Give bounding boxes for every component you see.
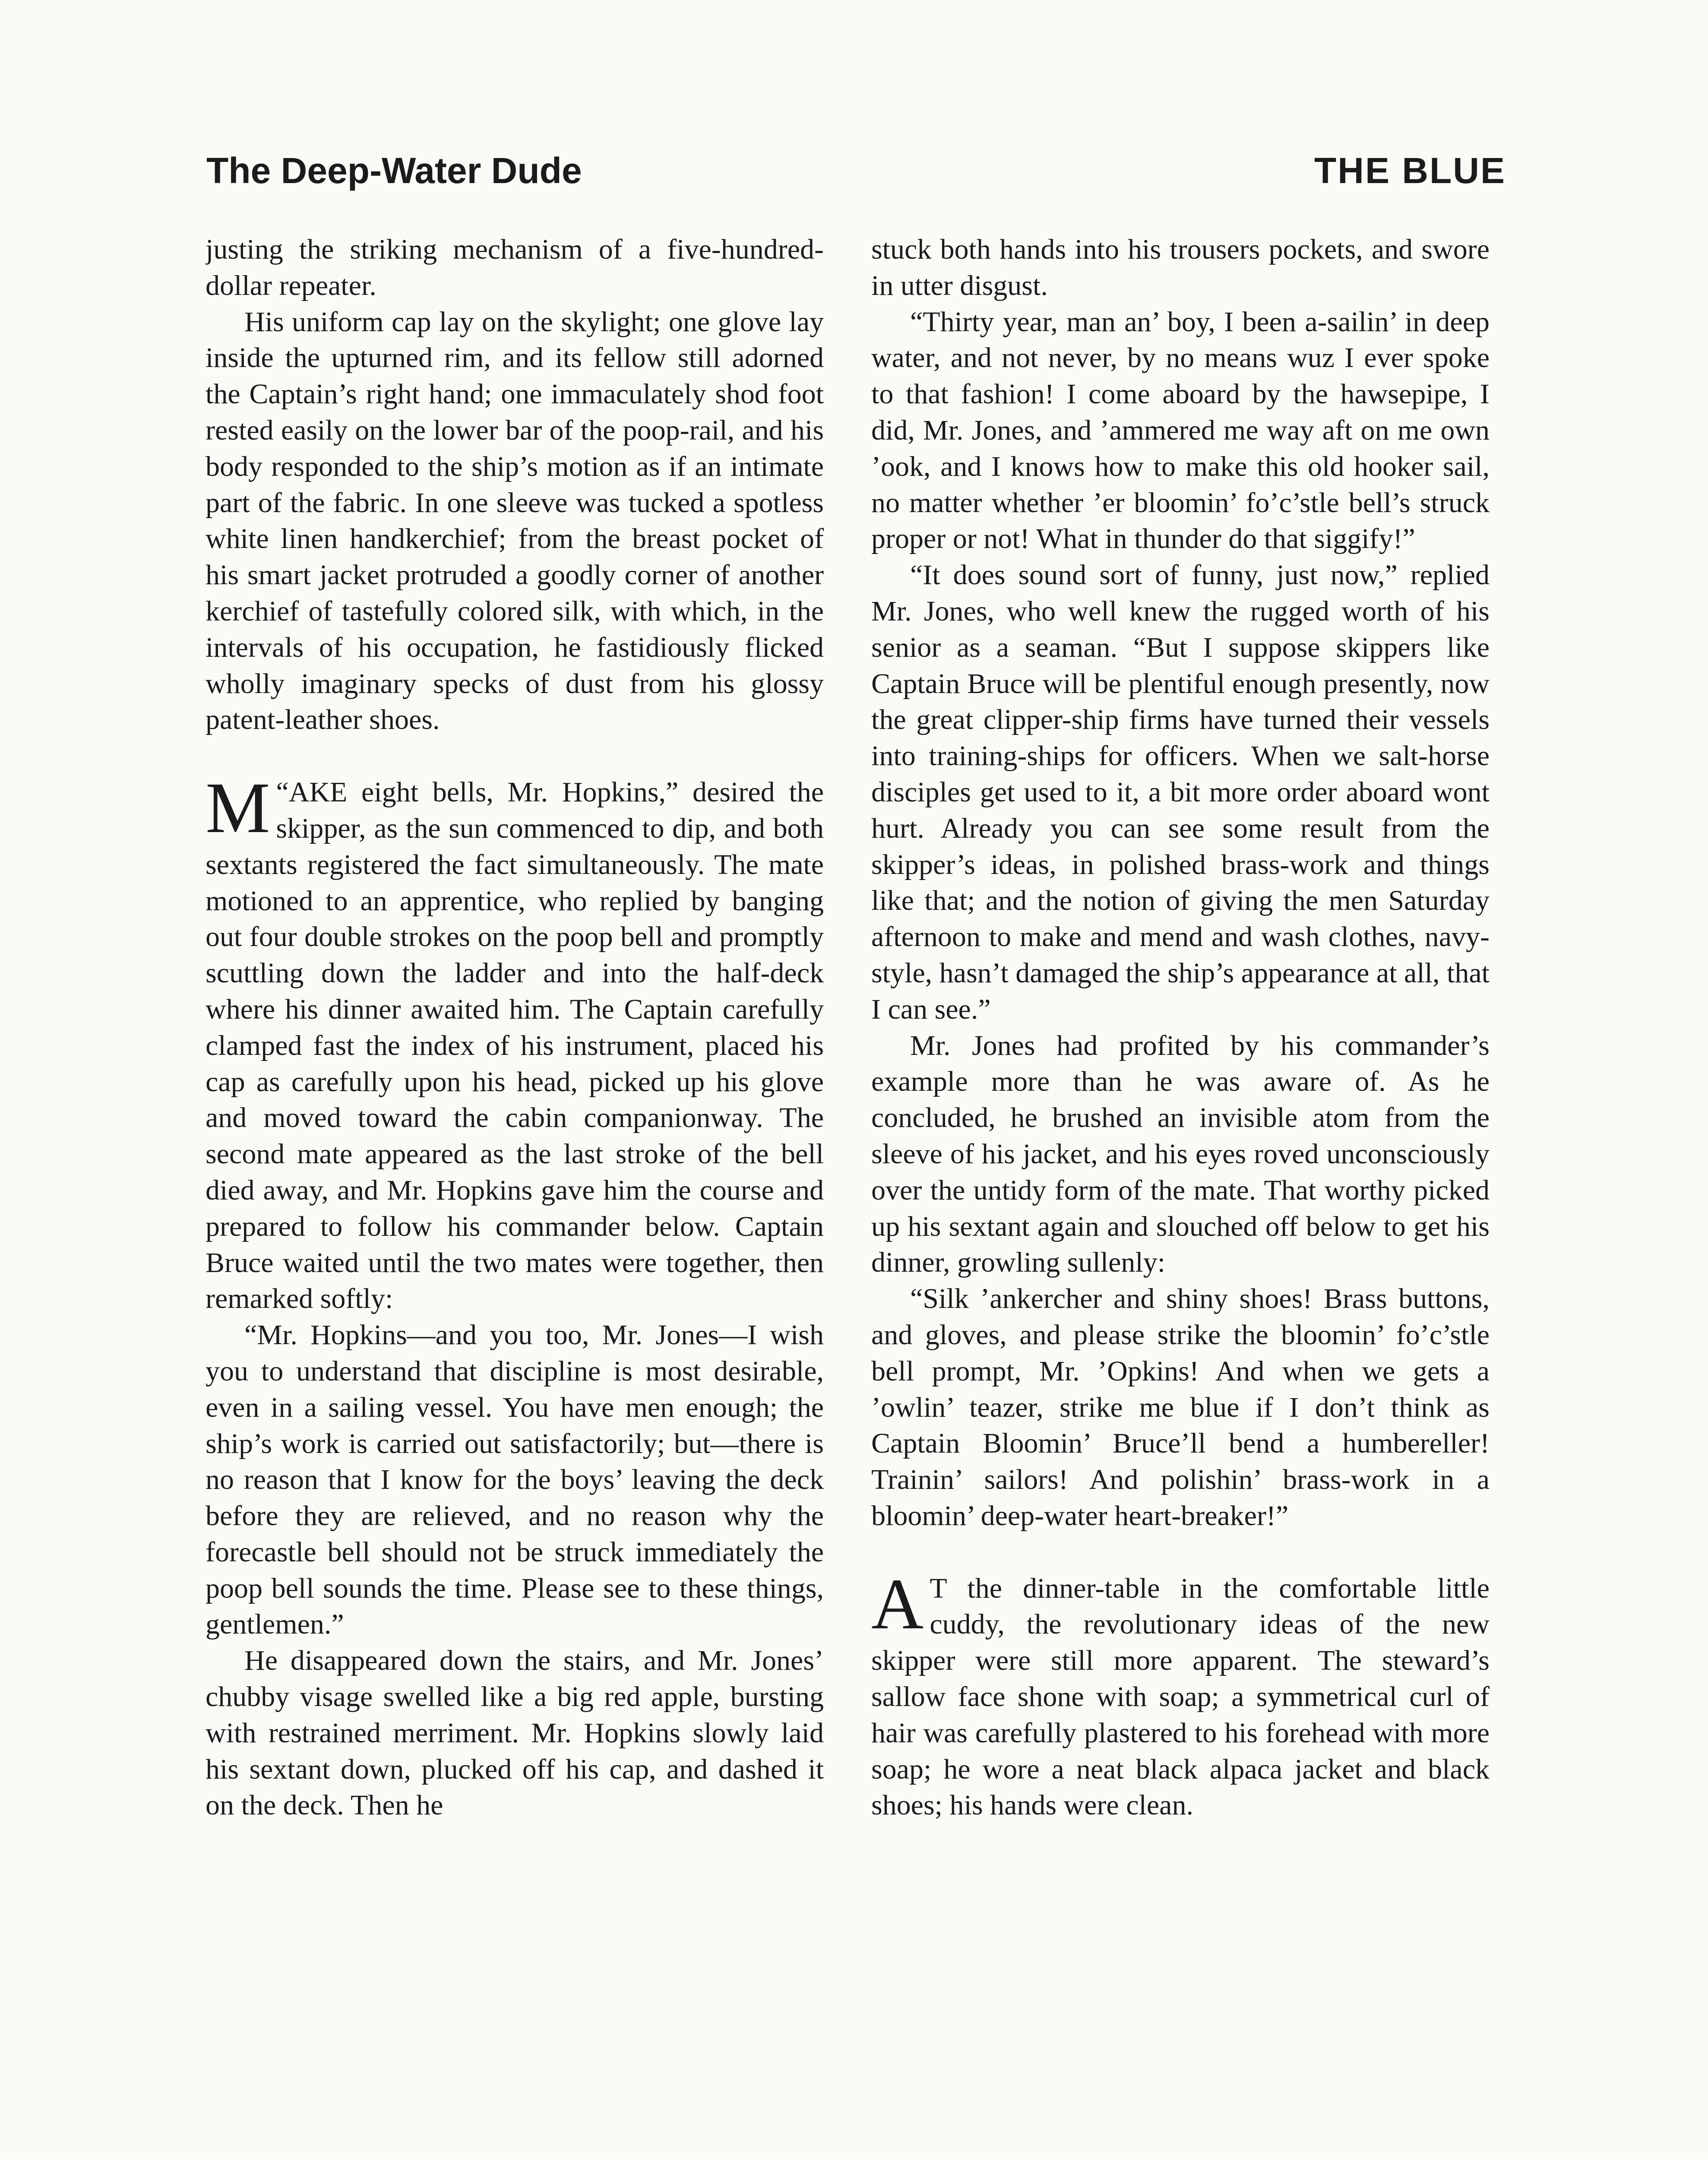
paragraph: “It does sound sort of funny, just now,” replied Mr. Jones, who well knew the rugged worth of his senior as a seaman. “But I suppose skippers like Captain Bruce will be plentiful enough presently, now the great clipper-ship firms have turned their vessels into training-ships for officers. When we salt-horse disciples get used to it, a bit more order aboard wont hurt. Already you can see some result from the skipper’s ideas, in polished brass-work and things like that; and the notion of giving the men Saturday afternoon to make and mend and wash clothes, navy-style, hasn’t damaged the ship’s appearance at all, that I can see.” bbox=[871, 559, 1490, 1025]
left-column bbox=[206, 231, 824, 2159]
drop-cap: A bbox=[871, 1564, 924, 1644]
right-column bbox=[871, 231, 1490, 2159]
section-opening-paragraph bbox=[206, 768, 824, 1317]
story-title: The Deep-Water Dude bbox=[206, 150, 582, 191]
magazine-name: THE BLUE bbox=[1314, 150, 1506, 191]
paragraph: “Silk ’ankercher and shiny shoes! Brass buttons, and gloves, and please strike the bloomin’ fo’c’stle bell prompt, Mr. ’Opkins! And when we gets a ’owlin’ teazer, strike me blue if I don’t think as Captain Bloomin’ Bruce’ll bend a humbereller! Trainin’ sailors! And polishin’ brass-work in a bloomin’ deep-water heart-breaker!” bbox=[871, 1283, 1490, 1532]
section-opening-paragraph bbox=[871, 1564, 1490, 1824]
opening-quote: “ bbox=[276, 776, 289, 808]
paragraph: He disappeared down the stairs, and Mr. Jones’ chubby visage swelled like a big red apple, bursting with restrained merriment. Mr. Hopkins slowly laid his sextant down, plucked off his cap, and dashed it on the deck. Then he bbox=[206, 1645, 824, 1821]
paragraph-text: AKE eight bells, Mr. Hopkins,” desired the skipper, as the sun commenced to dip, and both sextants registered the fact simultaneously. The mate motioned to an apprentice, who replied by banging out four double strokes on the poop bell and promptly scuttling down the ladder and into the half-deck where his dinner awaited him. The Captain carefully clamped fast the index of his instrument, placed his cap as carefully upon his head, picked up his glove and moved toward the cabin companionway. The second mate appeared as the last stroke of the bell died away, and Mr. Hopkins gave him the course and prepared to follow his commander below. Captain Bruce waited until the two mates were together, then remarked softly: bbox=[206, 776, 824, 1315]
paragraph: Mr. Jones had profited by his commander’s example more than he was aware of. As he concluded, he brushed an invisible atom from the sleeve of his jacket, and his eyes roved unconsciously over the untidy form of the mate. That worthy picked up his sextant again and slouched off below to get his dinner, growling sullenly: bbox=[871, 1029, 1490, 1279]
paragraph: His uniform cap lay on the skylight; one glove lay inside the upturned rim, and its fellow still adorned the Captain’s right hand; one immaculately shod foot rested easily on the lower bar of the poop-rail, and his body responded to the ship’s motion as if an intimate part of the fabric. In one sleeve was tucked a spotless white linen handkerchief; from the breast pocket of his smart jacket protruded a goodly corner of another kerchief of tastefully colored silk, with which, in the intervals of his occupation, he fastidiously flicked wholly imaginary specks of dust from his glossy patent-leather shoes. bbox=[206, 306, 824, 736]
paragraph-text: T the dinner-table in the comfortable little cuddy, the revolutionary ideas of the new skipper were still more apparent. The steward’s sallow face shone with soap; a symmetrical curl of hair was carefully plastered to his forehead with more soap; he wore a neat black alpaca jacket and black shoes; his hands were clean. bbox=[871, 1572, 1490, 1821]
paragraph: stuck both hands into his trousers pockets, and swore in utter disgust. bbox=[871, 234, 1490, 301]
paragraph: justing the striking mechanism of a five-hundred-dollar repeater. bbox=[206, 234, 824, 301]
drop-cap: M bbox=[206, 768, 270, 848]
paragraph: “Thirty year, man an’ boy, I been a-sailin’ in deep water, and not never, by no means wuz I ever spoke to that fashion! I come aboard by the hawsepipe, I did, Mr. Jones, and ’ammered me way aft on me own ’ook, and I knows how to make this old hooker sail, no matter whether ’er bloomin’ fo’c’stle bell’s struck proper or not! What in thunder do that siggify!” bbox=[871, 306, 1490, 555]
paragraph: “Mr. Hopkins—and you too, Mr. Jones—I wish you to understand that discipline is most desirable, even in a sailing vessel. You have men enough; the ship’s work is carried out satisfactorily; but—there is no reason that I know for the boys’ leaving the deck before they are relieved, and no reason why the forecastle bell should not be struck immediately the poop bell sounds the time. Please see to these things, gentlemen.” bbox=[206, 1319, 824, 1640]
running-header bbox=[206, 142, 1506, 199]
